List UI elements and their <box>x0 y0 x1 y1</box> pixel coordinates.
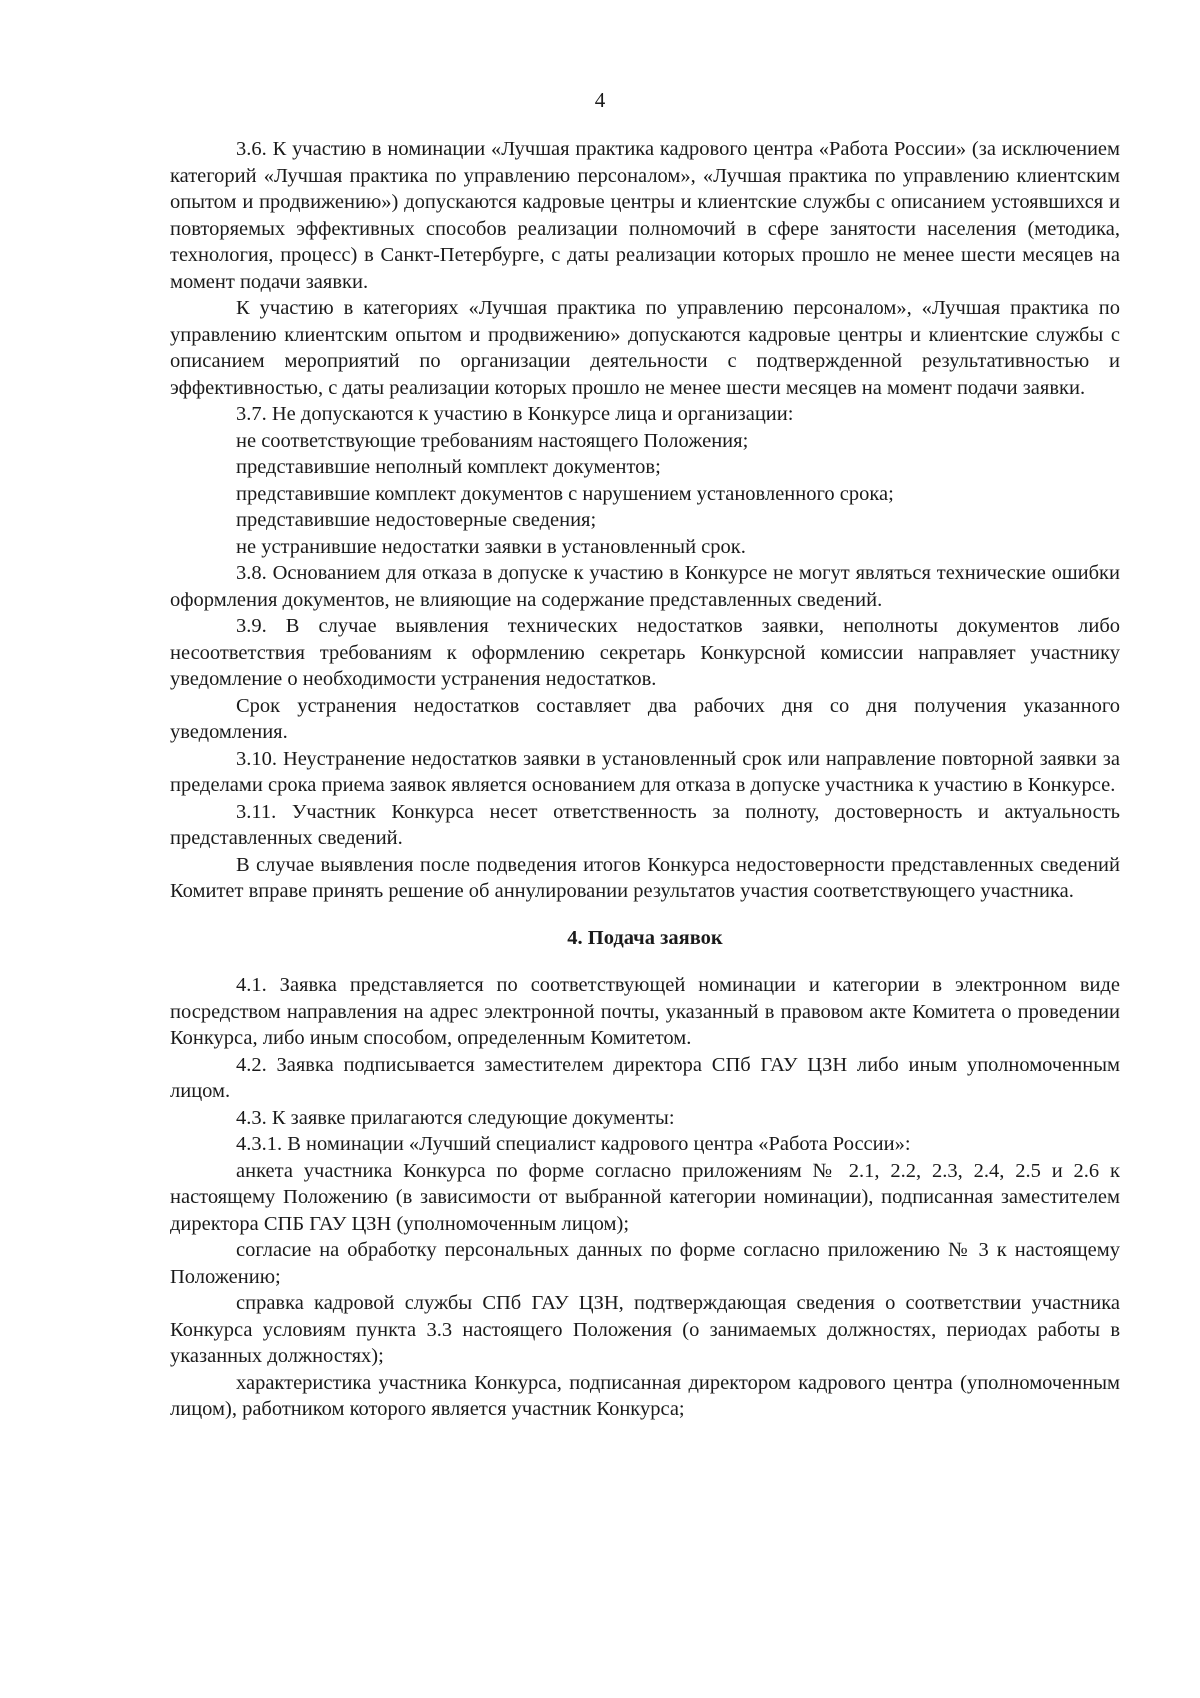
list-item: представившие недостоверные сведения; <box>236 509 597 531</box>
paragraph-4-3: 4.3. К заявке прилагаются следующие документы: <box>236 1106 675 1129</box>
paragraph-3-9-deadline: Срок устранения недостатков составляет два рабочих дня со дня получения указанного уведомления. <box>170 694 1120 743</box>
paragraph-3-7: 3.7. Не допускаются к участию в Конкурсе лица и организации: <box>236 403 794 425</box>
list-item: справка кадровой службы СПб ГАУ ЦЗН, подтверждающая сведения о соответствии участника Конкурса условиям пункта 3.3 настоящего Положения (о занимаемых должностях, периодах работы в указанных должностях); <box>170 1292 1120 1367</box>
section-heading: 4. Подача заявок <box>567 926 723 949</box>
list-item: представившие комплект документов с нарушением установленного срока; <box>236 482 894 505</box>
paragraph-3-11: 3.11. Участник Конкурса несет ответственность за полноту, достоверность и актуальность представленных сведений. <box>170 800 1120 849</box>
list-item: согласие на обработку персональных данных по форме согласно приложению № 3 к настоящему Положению; <box>170 1239 1120 1288</box>
paragraph-3-6-categories: К участию в категориях «Лучшая практика по управлению персоналом», «Лучшая практика по управлению клиентским опытом и продвижению» допускаются кадровые центры и клиентские службы с описанием мероприятий по организации деятельности с подтвержденной результативностью и эффективностью, с даты реализации которых прошло не менее шести месяцев на момент подачи заявки. <box>170 297 1120 399</box>
list-item: не соответствующие требованиям настоящего Положения; <box>236 429 749 452</box>
paragraph-3-10: 3.10. Неустранение недостатков заявки в установленный срок или направление повторной заявки за пределами срока приема заявок является основанием для отказа в допуске участника к участию в Конкурсе. <box>170 747 1120 796</box>
list-item: анкета участника Конкурса по форме согласно приложениям № 2.1, 2.2, 2.3, 2.4, 2.5 и 2.6 к настоящему Положению (в зависимости от выбранной категории номинации), подписанная заместителем директора СПБ ГАУ ЦЗН (уполномоченным лицом); <box>170 1159 1120 1235</box>
paragraph-4-3-1: 4.3.1. В номинации «Лучший специалист кадрового центра «Работа России»: <box>236 1133 911 1155</box>
paragraph-3-9: 3.9. В случае выявления технических недостатков заявки, неполноты документов либо несоответствия требованиям к оформлению секретарь Конкурсной комиссии направляет участнику уведомление о необходимости устранения недостатков. <box>170 615 1120 690</box>
list-item: представившие неполный комплект документов; <box>236 456 661 478</box>
paragraph-3-8: 3.8. Основанием для отказа в допуске к участию в Конкурсе не могут являться технические ошибки оформления документов, не влияющие на содержание представленных сведений. <box>170 562 1120 611</box>
paragraph-4-2: 4.2. Заявка подписывается заместителем директора СПб ГАУ ЦЗН либо иным уполномоченным лицом. <box>170 1053 1120 1102</box>
paragraph-4-1: 4.1. Заявка представляется по соответствующей номинации и категории в электронном виде посредством направления на адрес электронной почты, указанный в правовом акте Комитета о проведении Конкурса, либо иным способом, определенным Комитетом. <box>170 974 1120 1049</box>
paragraph-3-6: 3.6. К участию в номинации «Лучшая практика кадрового центра «Работа России» (за исключением категорий «Лучшая практика по управлению персоналом», «Лучшая практика по управлению клиентским опытом и продвижению») допускаются кадровые центры и клиентские службы с описанием устоявшихся и повторяемых эффективных способов реализации полномочий в сфере занятости населения (методика, технология, процесс) в Санкт-Петербурге, с даты реализации которых прошло не менее шести месяцев на момент подачи заявки. <box>170 138 1120 293</box>
page-number: 4 <box>594 88 606 112</box>
list-item: не устранившие недостатки заявки в установленный срок. <box>236 535 746 558</box>
paragraph-3-11-annulment: В случае выявления после подведения итогов Конкурса недостоверности представленных сведений Комитет вправе принять решение об аннулировании результатов участия соответствующего участника. <box>170 853 1120 902</box>
document-body <box>170 136 1120 1423</box>
list-item: характеристика участника Конкурса, подписанная директором кадрового центра (уполномоченным лицом), работником которого является участник Конкурса; <box>170 1371 1120 1420</box>
